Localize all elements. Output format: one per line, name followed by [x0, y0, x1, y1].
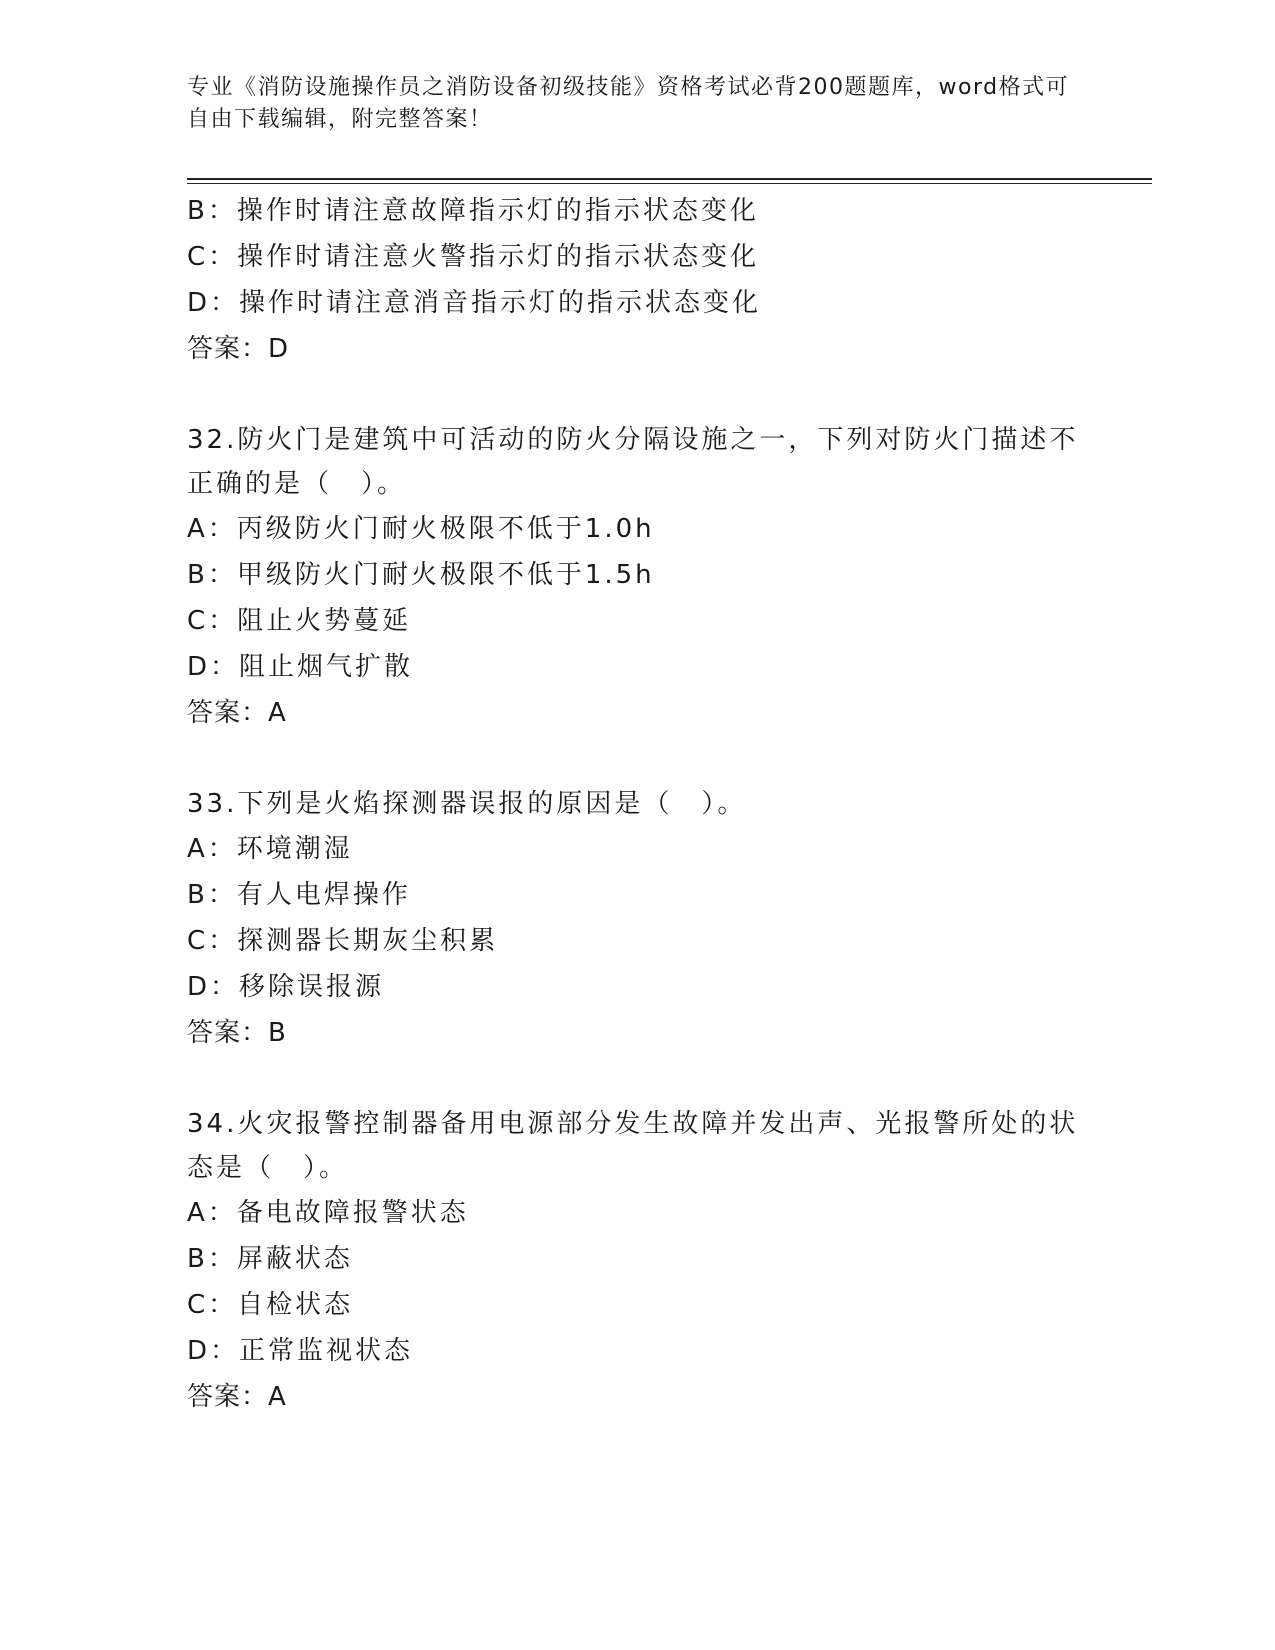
option-d: D：移除误报源 — [187, 972, 385, 1002]
option-b: B：操作时请注意故障指示灯的指示状态变化 — [187, 196, 759, 226]
option-c: C：自检状态 — [187, 1290, 354, 1320]
question-list — [187, 188, 1087, 1420]
answer-line: 答案：B — [187, 1018, 287, 1048]
option-a: A：备电故障报警状态 — [187, 1198, 469, 1228]
question-31-continued — [187, 188, 1087, 372]
option-d: D：阻止烟气扩散 — [187, 652, 414, 682]
header-divider-thick — [187, 178, 1152, 180]
option-b: B：甲级防火门耐火极限不低于1.5h — [187, 560, 655, 590]
document-header — [187, 72, 1077, 136]
option-c: C：探测器长期灰尘积累 — [187, 926, 499, 956]
question-33 — [187, 782, 1087, 1056]
answer-line: 答案：A — [187, 1382, 287, 1412]
option-d: D：正常监视状态 — [187, 1336, 414, 1366]
header-text: 专业《消防设施操作员之消防设备初级技能》资格考试必背200题题库，word格式可自由下载编辑，附完整答案！ — [187, 75, 1070, 132]
question-stem: 33.下列是火焰探测器误报的原因是（ ）。 — [187, 789, 747, 819]
question-stem: 32.防火门是建筑中可活动的防火分隔设施之一，下列对防火门描述不正确的是（ ）。 — [187, 425, 1079, 499]
question-stem: 34.火灾报警控制器备用电源部分发生故障并发出声、光报警所处的状态是（ ）。 — [187, 1109, 1079, 1183]
answer-line: 答案：A — [187, 698, 287, 728]
answer-line: 答案：D — [187, 334, 290, 364]
header-divider-thin — [187, 183, 1152, 184]
option-a: A：丙级防火门耐火极限不低于1.0h — [187, 514, 655, 544]
option-b: B：屏蔽状态 — [187, 1244, 353, 1274]
option-c: C：阻止火势蔓延 — [187, 606, 412, 636]
option-a: A：环境潮湿 — [187, 834, 353, 864]
option-b: B：有人电焊操作 — [187, 880, 411, 910]
option-d: D：操作时请注意消音指示灯的指示状态变化 — [187, 288, 762, 318]
question-34 — [187, 1102, 1087, 1420]
option-c: C：操作时请注意火警指示灯的指示状态变化 — [187, 242, 760, 272]
question-32 — [187, 418, 1087, 736]
